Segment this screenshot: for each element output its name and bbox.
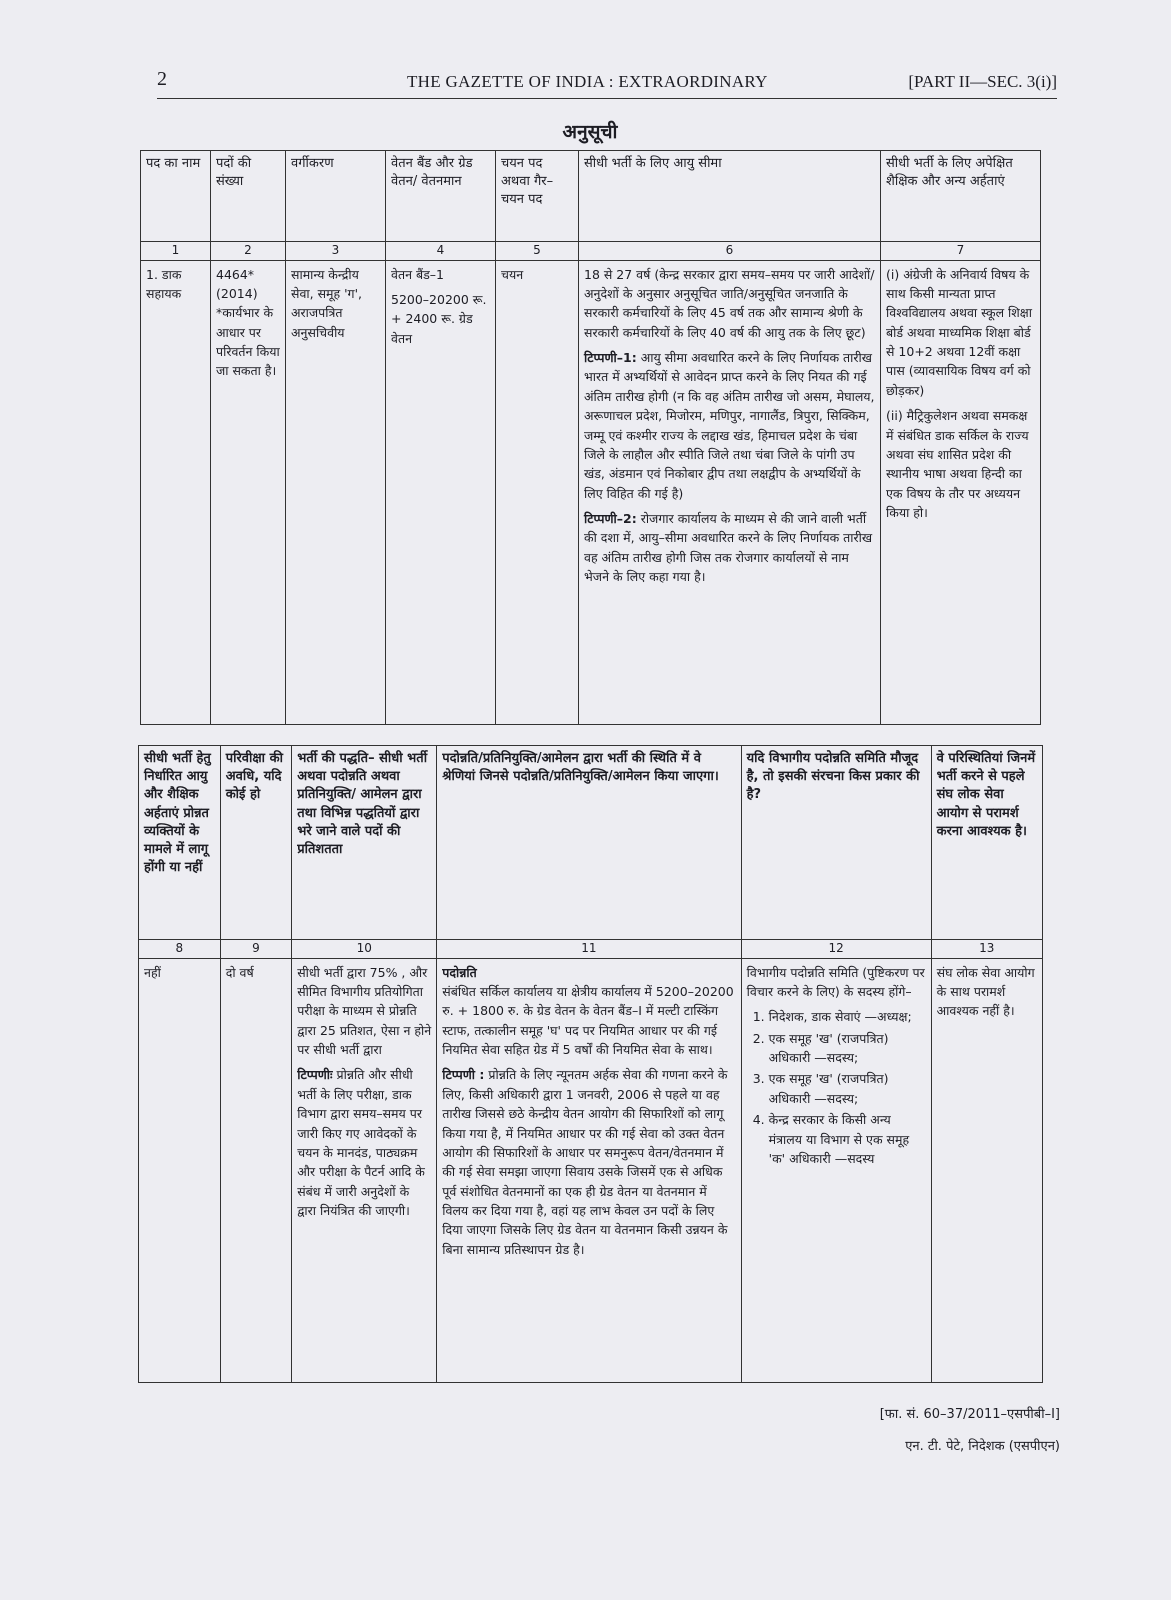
header-cell: परिवीक्षा की अवधि, यदि कोई हो [220,746,292,940]
table-row [139,958,1043,1382]
header-cell: पदोन्नति/प्रतिनियुक्ति/आमेलन द्वारा भर्ती की स्थिति में वे श्रेणियां जिनसे पदोन्नति/प्रतिनियुक्ति/आमेलन किया जाएगा। [437,746,741,940]
signatory: एन. टी. पेटे, निदेशक (एसपीएन) [905,1439,1060,1454]
list-item: 3. एक समूह 'ख' (राजपत्रित) अधिकारी —सदस्य; [769,1069,926,1108]
note-label: टिप्पणी–1: [584,350,637,366]
age-note-1 [584,348,875,503]
column-number: 11 [437,940,741,959]
part-section: [PART II—SEC. 3(i)] [908,72,1057,91]
promotion-grades [437,958,741,1382]
column-number: 3 [286,242,386,261]
list-item: 4. केन्द्र सरकार के किसी अन्य मंत्रालय या विभाग से एक समूह 'क' अधिकारी —सदस्य [769,1110,926,1168]
method-text: सीधी भर्ती द्वारा 75% , और सीमित विभागीय प्रतियोगिता परीक्षा के माध्यम से प्रोन्नति द्वारा 25 प्रतिशत, ऐसा न होने पर सीधी भर्ती द्वारा [297,964,432,1058]
pay-band: वेतन बैंड–1 [391,266,445,282]
promotion-text: संबंधित सर्किल कार्यालय या क्षेत्रीय कार्यालय में 5200–20200 रु. + 1800 रु. के ग्रेड वेतन के वेतन बैंड–I में मल्टी टास्किंग स्टाफ, तत्कालीन समूह 'घ' पद पर नियमित आधार पर की गई नियमित सेवा सहित ग्रेड में 5 वर्षों की नियमित सेवा के साथ। [442,983,734,1058]
column-number-row [141,242,1041,261]
column-number: 1 [141,242,211,261]
list-item: 2. एक समूह 'ख' (राजपत्रित) अधिकारी —सदस्य; [769,1029,926,1068]
table-header-row [139,746,1043,940]
column-number: 9 [220,940,292,959]
column-number: 10 [292,940,437,959]
header-cell: वे परिस्थितियां जिनमें भर्ती करने से पहले संघ लोक सेवा आयोग से परामर्श करना आवश्यक है। [931,746,1042,940]
promotion-section [442,963,735,1060]
age-limit [579,260,881,724]
note-text: रोजगार कार्यालय के माध्यम से की जाने वाली भर्ती की दशा में, आयु–सीमा अवधारित करने के लिए निर्णायक तारीख वह अंतिम तारीख होगी जिस तक रोजगार कार्यालयों से नाम भेजने के लिए कहा गया है। [584,511,873,585]
header-cell: पदों की संख्या [211,151,286,242]
classification: सामान्य केन्द्रीय सेवा, समूह 'ग', अराजपत्रित अनुसचिवीय [286,260,386,724]
schedule-table-1 [140,150,1041,725]
upsc-consultation: संघ लोक सेवा आयोग के साथ परामर्श आवश्यक नहीं है। [931,958,1042,1382]
column-number: 7 [881,242,1041,261]
recruitment-method [292,958,437,1382]
table-header-row [141,151,1041,242]
header-cell: सीधी भर्ती के लिए आयु सीमा [579,151,881,242]
header-cell: वेतन बैंड और ग्रेड वेतन/ वेतनमान [386,151,496,242]
column-number: 6 [579,242,881,261]
column-number-row [139,940,1043,959]
promotion-label: पदोन्नति [442,964,477,980]
dpc-intro: विभागीय पदोन्नति समिति (पुष्टिकरण पर विचार करने के लिए) के सदस्य होंगे– [746,964,925,999]
pay-range: 5200–20200 रू. + 2400 रू. ग्रेड वेतन [391,291,487,346]
qualification-item: (ii) मैट्रिकुलेशन अथवा समकक्ष में संबंधित डाक सर्किल के राज्य अथवा संघ शासित प्रदेश की स्थानीय भाषा अथवा हिन्दी का एक विषय के तौर पर अध्ययन किया हो। [886,408,1029,521]
header-cell: वर्गीकरण [286,151,386,242]
dpc-member-list [747,1007,926,1168]
header-cell: पद का नाम [141,151,211,242]
post-count: 4464* (2014) *कार्यभार के आधार पर परिवर्तन किया जा सकता है। [211,260,286,724]
dpc-composition [741,958,931,1382]
column-number: 8 [139,940,221,959]
selection-type: चयन [496,260,579,724]
promotion-note [442,1065,735,1259]
probation-period: दो वर्ष [220,958,292,1382]
page-number: 2 [157,68,167,90]
header-cell: सीधी भर्ती हेतु निर्धारित आयु और शैक्षिक अर्हताएं प्रोन्नत व्यक्तियों के मामले में लागू होंगी या नहीं [139,746,221,940]
header-cell: सीधी भर्ती के लिए अपेक्षित शैक्षिक और अन्य अर्हताएं [881,151,1041,242]
age-applicability: नहीं [139,958,221,1382]
schedule-table-2 [138,745,1043,1383]
column-number: 2 [211,242,286,261]
age-note-2 [584,509,875,587]
note-text: प्रोन्नति के लिए न्यूनतम अर्हक सेवा की गणना करने के लिए, किसी अधिकारी द्वारा 1 जनवरी, 2006 से पहले या वह तारीख जिससे छठे केन्द्रीय वेतन आयोग की सिफारिशों को लागू किया गया है, में नियमित आधार पर की गई सेवा को उक्त वेतन आयोग की सिफारिशों के आधार पर समनुरूप वेतन/वेतनमान में की गई सेवा समझा जाएगा सिवाय उसके जिसमें एक से अधिक पूर्व संशोधित वेतनमानों का एक ही ग्रेड वेतन या वेतनमान में विलय कर दिया गया है, वहां यह लाभ केवल उन पदों के लिए दिया जाएगा जिसके लिए ग्रेड वेतन या वेतनमान किसी उन्नयन के बिना सामान्य प्रतिस्थापन ग्रेड है। [442,1067,728,1257]
method-note [297,1065,431,1220]
note-text: प्रोन्नति और सीधी भर्ती के लिए परीक्षा, डाक विभाग द्वारा समय–समय पर जारी किए गए आवेदकों के चयन के मानदंड, पाठ्यक्रम और परीक्षा के पैटर्न आदि के संबंध में जारी अनुदेशों के द्वारा नियंत्रित की जाएगी। [297,1067,425,1219]
qualification-item: (i) अंग्रेजी के अनिवार्य विषय के साथ किसी मान्यता प्राप्त विश्वविद्यालय अथवा स्कूल शिक्षा बोर्ड अथवा माध्यमिक शिक्षा बोर्ड से 10+2 अथवा 12वीं कक्षा पास (व्यावसायिक विषय वर्ग को छोड़कर) [886,266,1032,398]
schedule-title: अनुसूची [562,121,618,143]
column-number: 13 [931,940,1042,959]
note-label: टिप्पणी : [442,1067,485,1083]
table-row [141,260,1041,724]
post-name: 1. डाक सहायक [141,260,211,724]
note-label: टिप्पणी–2: [584,511,637,527]
column-number: 4 [386,242,496,261]
note-text: आयु सीमा अवधारित करने के लिए निर्णायक तारीख भारत में अभ्यर्थियों से आवेदन प्राप्त करने के लिए नियत की गई अंतिम तारीख होगी (न कि वह अंतिम तारीख जो असम, मेघालय, अरूणाचल प्रदेश, मिजोरम, मणिपुर, नागालैंड, त्रिपुरा, सिक्किम, जम्मू एवं कश्मीर राज्य के लद्दाख खंड, हिमाचल प्रदेश के चंबा जिले के लाहौल और स्पीति जिले तथा चंबा जिले के पांगी उप खंड, अंडमान एवं निकोबार द्वीप तथा लक्षद्वीप के अभ्यर्थियों के लिए विहित की गई है) [584,350,875,501]
header-cell: भर्ती की पद्धति– सीधी भर्ती अथवा पदोन्नति अथवा प्रतिनियुक्ति/ आमेलन द्वारा तथा विभिन्न पद्धतियों द्वारा भरे जाने वाले पदों की प्रतिशतता [292,746,437,940]
header-cell: यदि विभागीय पदोन्नति समिति मौजूद है, तो इसकी संरचना किस प्रकार की है? [741,746,931,940]
list-item: 1. निदेशक, डाक सेवाएं —अध्यक्ष; [769,1007,926,1026]
file-number: [फा. सं. 60–37/2011–एसपीबी–I] [879,1407,1060,1422]
column-number: 5 [496,242,579,261]
pay-scale [386,260,496,724]
column-number: 12 [741,940,931,959]
gazette-title: THE GAZETTE OF INDIA : EXTRAORDINARY [407,72,768,91]
header-cell: चयन पद अथवा गैर–चयन पद [496,151,579,242]
age-limit-text: 18 से 27 वर्ष (केन्द्र सरकार द्वारा समय–समय पर जारी आदेशों/अनुदेशों के अनुसार अनुसूचित जाति/अनुसूचित जनजाति के सरकारी कर्मचारियों के लिए 45 वर्ष तक और सामान्य श्रेणी के सरकारी कर्मचारियों के लिए 40 वर्ष की आयु तक के लिए छूट) [584,266,875,340]
qualifications [881,260,1041,724]
note-label: टिप्पणीः [297,1067,333,1083]
page-header [157,68,1057,99]
